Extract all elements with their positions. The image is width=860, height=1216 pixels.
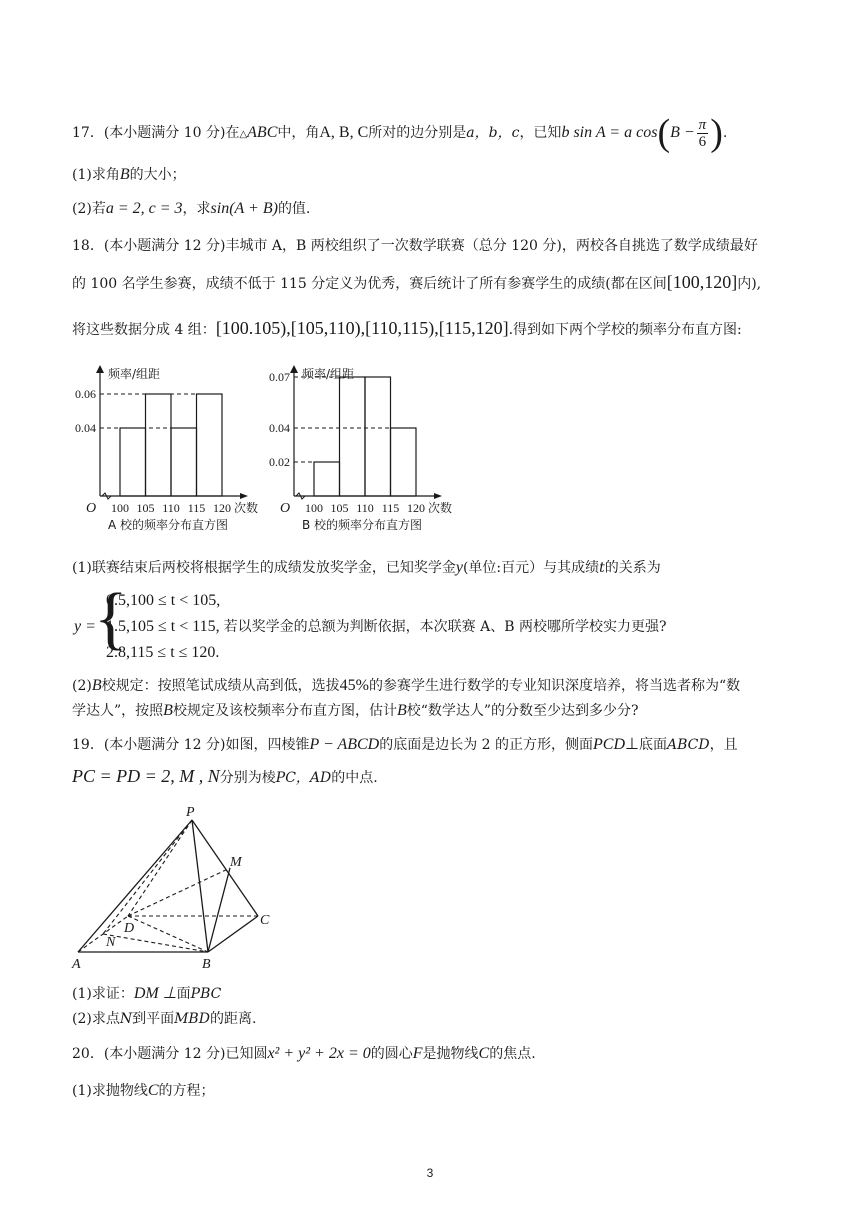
q19-l1h: ，且	[709, 737, 738, 753]
q18-line1: 18．(本小题满分 12 分)丰城市 A，B 两校组织了一次数学联赛（总分 120 分)，两校各自挑选了数学成绩最好	[72, 238, 758, 254]
x-tick-label: 105	[330, 501, 349, 515]
q17-eq-b: B −	[670, 124, 695, 141]
origin-label: O	[86, 501, 97, 516]
q17-p2-e: 的值.	[277, 201, 311, 217]
triangle-symbol: △	[239, 129, 248, 140]
q17-head: 17．(本小题满分 10 分)在	[72, 125, 240, 141]
q17-p2-b: a = 2, c = 3	[105, 200, 183, 217]
histogram-bar	[146, 394, 172, 496]
q20-p1-c: C	[147, 1082, 159, 1099]
q18-p2-e: 的参赛学生进行数学的专业知识深度培养，将当选者称为“数	[368, 678, 741, 694]
q18-line2	[72, 272, 761, 294]
q19-l2b: 分别为棱	[219, 770, 276, 786]
q20-p1c: 的方程；	[158, 1083, 215, 1099]
y-tick-label: 0.06	[75, 387, 96, 401]
q18-p1-a: (1)联赛结束后两校将根据学生的成绩发放奖学金，已知奖学金	[72, 560, 456, 576]
y-tick-label: 0.04	[269, 421, 290, 435]
q17-p1-c: 的大小；	[129, 167, 186, 183]
x-axis-arrow	[434, 493, 442, 499]
x-tick-label: 120	[213, 501, 231, 515]
label-p: P	[186, 805, 195, 820]
x-tick-label: 105	[136, 501, 155, 515]
y-axis-label: 频率/组距	[108, 367, 161, 381]
x-tick-label: 115	[187, 501, 206, 515]
histogram-bar	[314, 462, 340, 496]
q18-p2-l2a: 学达人”，按照	[72, 703, 164, 719]
origin-label: O	[280, 501, 291, 516]
y-axis-label: 频率/组距	[302, 367, 355, 381]
y-axis-arrow	[96, 365, 104, 373]
perp-symbol: ⊥	[625, 736, 639, 753]
case-1: 0.5,100 ≤ t < 105,	[106, 592, 221, 609]
histogram-a	[68, 360, 291, 540]
q19-part1	[72, 984, 221, 1004]
q20-c: C	[478, 1045, 490, 1062]
histogram-bar	[171, 428, 197, 496]
q20-line1	[72, 1044, 536, 1064]
edge-dm	[128, 868, 230, 916]
y-eq-text: y =	[74, 618, 96, 635]
q19-p2e: 的距离.	[209, 1011, 257, 1027]
q17-part1	[72, 165, 186, 185]
x-tick-label: 120	[407, 501, 425, 515]
edge-db	[128, 916, 208, 952]
x-axis-label: 次数	[428, 501, 453, 515]
q19-l2d: 的中点.	[331, 770, 378, 786]
q17-p1-a: (1)求角	[72, 167, 120, 183]
histogram-bar	[391, 428, 417, 496]
q17-p1-b: B	[119, 166, 130, 183]
label-d: D	[124, 921, 135, 936]
q18-p1-c: (单位:百元）与其成绩	[462, 560, 600, 576]
q18-l2a: 的 100 名学生参赛，成绩不低于 115 分定义为优秀，赛后统计了所有参赛学生的成绩(都在区间	[72, 276, 667, 292]
case-3: 2.8,115 ≤ t ≤ 120.	[106, 644, 220, 661]
q20-part1	[72, 1081, 215, 1101]
q17-end: .	[722, 125, 728, 141]
frac-num: π	[698, 116, 707, 133]
edge-pn	[103, 820, 192, 934]
y-tick-label: 0.02	[269, 455, 290, 469]
x-tick-label: 100	[111, 501, 129, 515]
x-tick-label: 110	[356, 501, 374, 515]
x-tick-label: 100	[305, 501, 323, 515]
y-axis-arrow	[290, 365, 298, 373]
q19-pcd: PCD	[593, 736, 626, 753]
label-a: A	[72, 957, 81, 972]
q19-n: N	[119, 1011, 133, 1027]
right-paren: )	[710, 112, 723, 154]
q18-p2-l2c: 校规定及该校频率分布直方图，估计	[172, 703, 397, 719]
q17-p2-d: sin(A + B)	[210, 200, 278, 217]
q18-interval: [100,120]	[666, 272, 738, 292]
label-n: N	[106, 935, 116, 950]
q19-l1c: 的底面是边长为 2 的正方形，侧面	[379, 737, 594, 753]
q19-line1	[72, 735, 738, 755]
histogram-bar	[197, 394, 223, 496]
pyramid-figure	[68, 800, 288, 975]
page-number: 3	[426, 1166, 434, 1180]
q18-p1-y: y	[455, 559, 463, 576]
q20-l1a: 20．(本小题满分 12 分)已知圆	[72, 1046, 268, 1062]
q20-p1a: (1)求抛物线	[72, 1083, 148, 1099]
q17-p2-a: (2)若	[72, 201, 106, 217]
q17-part2	[72, 199, 310, 219]
q20-circle-eq: x² + y² + 2x = 0	[267, 1045, 371, 1062]
edge-mb	[208, 868, 230, 952]
q18-p1-e: 的关系为	[604, 560, 661, 576]
label-c: C	[260, 913, 270, 928]
frac-den: 6	[698, 133, 707, 150]
q19-mbd: MBD	[174, 1011, 210, 1027]
q18-l3c: .得到如下两个学校的频率分布直方图:	[508, 322, 742, 338]
left-paren: (	[657, 112, 671, 154]
histogram-b	[262, 360, 482, 540]
q18-p2-b: B	[91, 677, 102, 694]
q17-t1: 中，角	[277, 125, 320, 141]
label-m: M	[230, 855, 242, 870]
edge-pa	[78, 820, 192, 952]
q19-p2a: (2)求点	[72, 1011, 120, 1027]
q17-sides: a，b，c	[466, 125, 520, 141]
pi-over-six	[697, 117, 709, 150]
q19-abcd: ABCD	[666, 737, 710, 753]
q19-l1f: 底面	[638, 737, 667, 753]
x-tick-label: 110	[162, 501, 180, 515]
q18-groups: [100.105),[105,110),[110,115),[115,120]	[215, 318, 509, 338]
edge-pd	[128, 820, 192, 916]
q19-dm: DM ⊥	[133, 985, 177, 1002]
q19-line2	[72, 766, 378, 788]
q18-l3a: 将这些数据分成 4 组：	[72, 322, 216, 338]
q18-p2-a: (2)	[72, 678, 92, 694]
chart-caption: B 校的频率分布直方图	[302, 518, 423, 532]
y-equals	[74, 617, 96, 637]
q19-l1a: 19．(本小题满分 12 分)如图，四棱锥	[72, 737, 310, 753]
q18-p2-l2b: B	[163, 702, 173, 719]
left-brace: {	[94, 580, 128, 657]
q18-p2-c: 校规定：按照笔试成绩从高到低，选拔	[101, 678, 340, 694]
q20-f: F	[412, 1045, 423, 1062]
x-axis-label: 次数	[234, 501, 259, 515]
q18-part2-line2	[72, 701, 639, 721]
q19-part2	[72, 1009, 256, 1029]
q18-l2c: 内),	[737, 276, 762, 292]
chart-caption: A 校的频率分布直方图	[108, 518, 229, 532]
q18-part2-line1	[72, 676, 740, 696]
x-tick-label: 115	[381, 501, 400, 515]
y-tick-label: 0.04	[75, 421, 96, 435]
edge-nb	[103, 934, 208, 952]
q20-l1e: 是抛物线	[422, 1046, 479, 1062]
q18-p2-pct: 45%	[339, 677, 369, 694]
histogram-bar	[340, 377, 366, 496]
q19-pc-pd: PC = PD = 2, M , N	[72, 766, 220, 786]
q19-edges: PC，AD	[275, 770, 332, 786]
q19-pabcd: P − ABCD	[309, 736, 380, 753]
q19-p2c: 到平面	[132, 1011, 175, 1027]
q20-l1g: 的焦点.	[489, 1046, 536, 1062]
q19-p1c: 面	[176, 986, 191, 1002]
q17-line1	[72, 114, 727, 152]
histogram-bar	[365, 377, 391, 496]
q18-p1-t: t	[599, 560, 605, 576]
q19-p1a: (1)求证：	[72, 986, 134, 1002]
q17-t2: 所对的边分别是	[368, 125, 467, 141]
label-b: B	[202, 957, 211, 972]
q18-line3	[72, 318, 742, 340]
q18-p2-l2d: B	[396, 702, 407, 719]
y-tick-label: 0.07	[269, 370, 290, 384]
q17-angles: A, B, C	[319, 124, 369, 141]
q19-pbc: PBC	[190, 986, 222, 1002]
q17-abc: ABC	[247, 124, 278, 141]
case-2: 1.5,105 ≤ t < 115,	[106, 618, 220, 635]
x-axis-arrow	[240, 493, 248, 499]
case-2-text: 若以奖学金的总额为判断依据，本次联赛 A、B 两校哪所学校实力更强?	[223, 619, 667, 635]
q17-t3: ，已知	[519, 125, 562, 141]
q20-l1c: 的圆心	[370, 1046, 413, 1062]
histogram-bar	[120, 428, 146, 496]
q18-p2-l2e: 校“数学达人”的分数至少达到多少分?	[406, 703, 639, 719]
q18-part1-line1	[72, 558, 661, 578]
q17-p2-c: ，求	[182, 201, 211, 217]
q17-eq-left: b sin A = a cos	[561, 124, 658, 141]
case-2-row	[106, 617, 666, 637]
